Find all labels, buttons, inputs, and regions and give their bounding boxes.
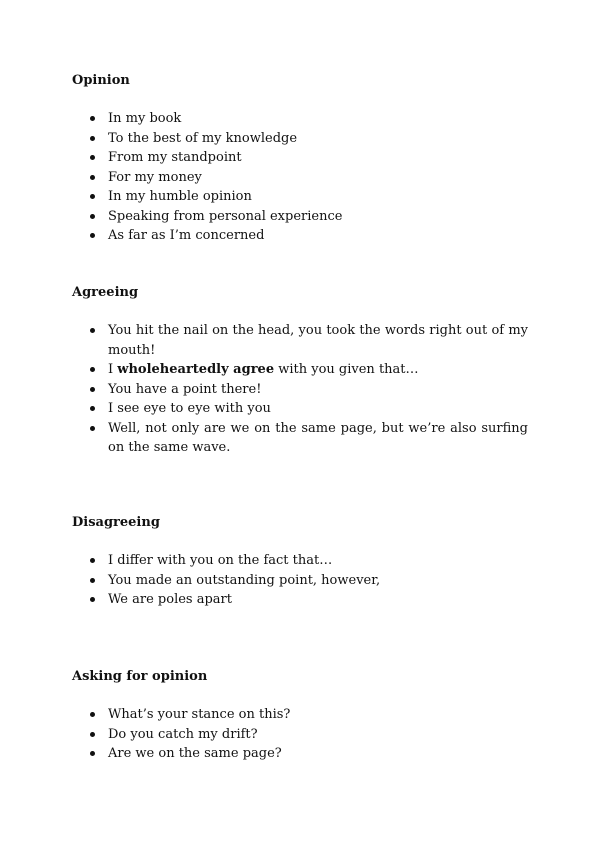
- asking-list: [72, 705, 290, 764]
- list-item: From my standpoint: [72, 148, 342, 168]
- list-item: Speaking from personal experience: [72, 207, 342, 227]
- section-asking-for-opinion: [72, 669, 528, 761]
- section-agreeing: [72, 285, 528, 455]
- bullet-icon: [90, 194, 95, 199]
- list-item: I differ with you on the fact that…: [72, 551, 380, 571]
- list-item: You have a point there!: [72, 380, 528, 400]
- list-item: In my humble opinion: [72, 187, 342, 207]
- bullet-icon: [90, 367, 95, 372]
- bullet-icon: [90, 136, 95, 141]
- list-item: I see eye to eye with you: [72, 399, 528, 419]
- list-item: Are we on the same page?: [72, 744, 290, 764]
- list-item: For my money: [72, 168, 342, 188]
- bullet-icon: [90, 328, 95, 333]
- list-item: You made an outstanding point, however,: [72, 571, 380, 591]
- list-item: To the best of my knowledge: [72, 129, 342, 149]
- bullet-icon: [90, 116, 95, 121]
- heading-disagreeing: Disagreeing: [72, 515, 160, 530]
- agreeing-list: [72, 321, 528, 458]
- list-item: What’s your stance on this?: [72, 705, 290, 725]
- bullet-icon: [90, 751, 95, 756]
- bullet-icon: [90, 712, 95, 717]
- bullet-icon: [90, 597, 95, 602]
- list-item: In my book: [72, 109, 342, 129]
- heading-opinion: Opinion: [72, 73, 130, 88]
- heading-agreeing: Agreeing: [72, 285, 139, 300]
- bullet-icon: [90, 214, 95, 219]
- list-item: We are poles apart: [72, 590, 380, 610]
- bullet-icon: [90, 155, 95, 160]
- list-item: I wholeheartedly agree with you given that…: [72, 360, 528, 380]
- bullet-icon: [90, 387, 95, 392]
- bullet-icon: [90, 426, 95, 431]
- bullet-icon: [90, 558, 95, 563]
- opinion-list: [72, 109, 342, 246]
- bullet-icon: [90, 233, 95, 238]
- bullet-icon: [90, 175, 95, 180]
- emphasis-text: wholeheartedly agree: [117, 362, 275, 377]
- list-item: Do you catch my drift?: [72, 725, 290, 745]
- section-disagreeing: [72, 515, 528, 607]
- list-item: Well, not only are we on the same page, but we’re also surfing on the same wave.: [72, 419, 528, 458]
- bullet-icon: [90, 406, 95, 411]
- bullet-icon: [90, 732, 95, 737]
- list-item: As far as I’m concerned: [72, 226, 342, 246]
- disagreeing-list: [72, 551, 380, 610]
- section-opinion: [72, 73, 528, 243]
- heading-asking-for-opinion: Asking for opinion: [72, 669, 208, 684]
- bullet-icon: [90, 578, 95, 583]
- list-item: You hit the nail on the head, you took the words right out of my mouth!: [72, 321, 528, 360]
